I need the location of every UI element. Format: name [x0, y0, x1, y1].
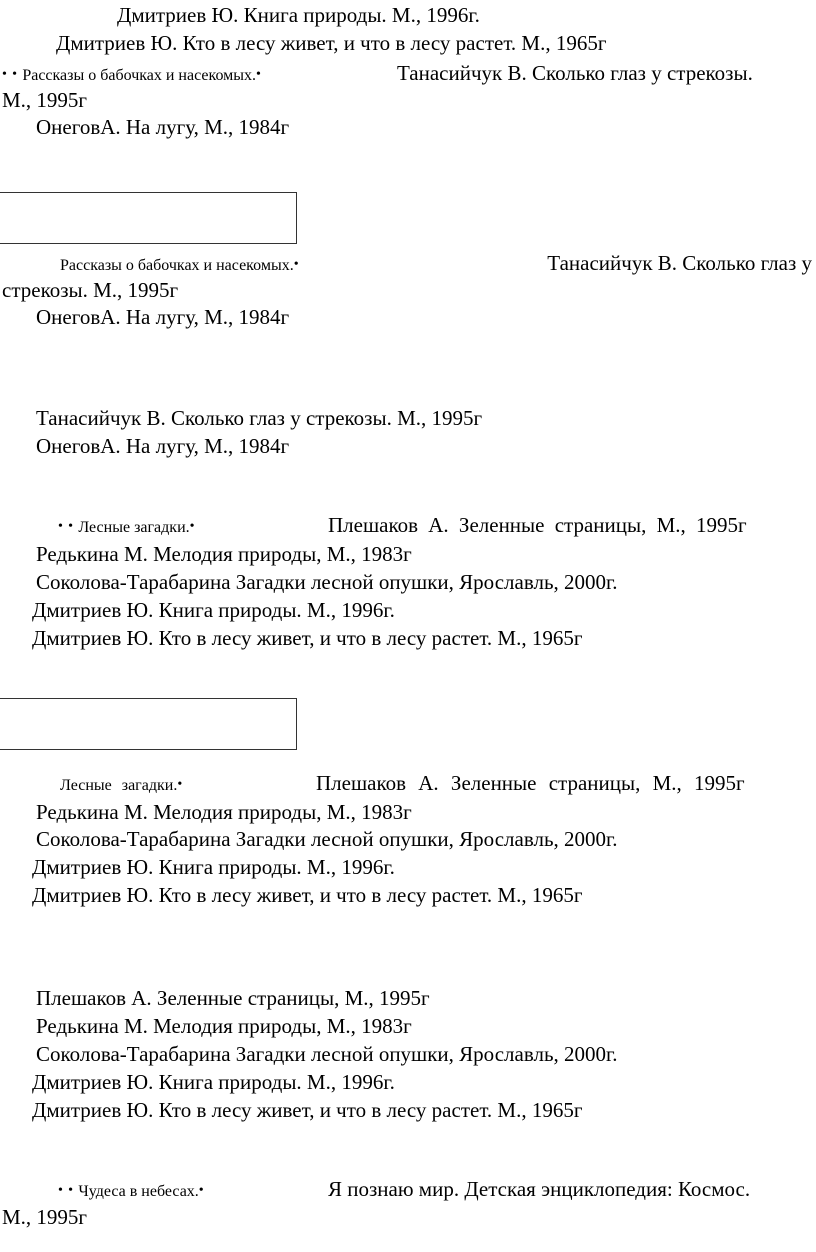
topic-with-bullet [60, 250, 299, 280]
ref-sokolova: Соколова-Тарабарина Загадки лесной опушки, Ярославль, 2000г. [36, 570, 618, 594]
bullet-icon: • [68, 519, 74, 534]
bullet-icon: • [12, 67, 18, 82]
bullet-icon: • [58, 1183, 63, 1198]
topic-label: Лесные загадки. [78, 519, 190, 536]
topic-line-butterflies [2, 60, 261, 90]
ref-pleshakov: Плешаков А. Зеленные страницы, М., 1995г [316, 771, 745, 795]
bullet-icon: • [189, 519, 195, 534]
ref-onegov: ОнеговА. На лугу, М., 1984г [36, 305, 290, 329]
topic-line-butterflies [60, 250, 812, 280]
ref-dmitriev-kto: Дмитриев Ю. Кто в лесу живет, и что в лесу растет. М., 1965г [56, 31, 607, 55]
ref-tanasiychuk-part1: Танасийчук В. Сколько глаз у стрекозы. [397, 61, 753, 85]
ref-onegov: ОнеговА. На лугу, М., 1984г [36, 434, 290, 458]
ref-dmitriev-kto: Дмитриев Ю. Кто в лесу живет, и что в лесу растет. М., 1965г [32, 883, 583, 907]
ref-pleshakov: Плешаков А. Зеленные страницы, М., 1995г [328, 513, 747, 537]
ref-encyclopedia-part2: М., 1995г [2, 1205, 88, 1229]
ref-dmitriev-kto: Дмитриев Ю. Кто в лесу живет, и что в лесу растет. М., 1965г [32, 626, 583, 650]
ref-redkina: Редькина М. Мелодия природы, М., 1983г [36, 542, 412, 566]
bullet-icon: • [198, 1183, 204, 1198]
bullet-icon: • [256, 67, 261, 82]
topic-line-riddles [58, 512, 195, 542]
empty-frame [0, 192, 297, 244]
ref-sokolova: Соколова-Тарабарина Загадки лесной опушки, Ярославль, 2000г. [36, 827, 618, 851]
ref-dmitriev-kniga: Дмитриев Ю. Книга природы. М., 1996г. [32, 1070, 395, 1094]
ref-redkina: Редькина М. Мелодия природы, М., 1983г [36, 800, 412, 824]
topic-label: Лесные загадки. [60, 777, 178, 794]
ref-redkina: Редькина М. Мелодия природы, М., 1983г [36, 1014, 412, 1038]
ref-dmitriev-kniga: Дмитриев Ю. Книга природы. М., 1996г. [117, 3, 480, 27]
ref-dmitriev-kniga: Дмитриев Ю. Книга природы. М., 1996г. [32, 855, 395, 879]
topic-label: Чудеса в небесах. [78, 1183, 199, 1200]
empty-frame [0, 698, 297, 750]
bullet-icon: • [68, 1183, 74, 1198]
ref-sokolova: Соколова-Тарабарина Загадки лесной опушки, Ярославль, 2000г. [36, 1042, 618, 1066]
topic-label: Рассказы о бабочках и насекомых. [22, 67, 257, 84]
ref-tanasiychuk-part2: стрекозы. М., 1995г [2, 278, 179, 302]
topic-line-riddles [60, 770, 182, 800]
ref-onegov: ОнеговА. На лугу, М., 1984г [36, 115, 290, 139]
bullet-icon: • [2, 67, 7, 82]
topic-line-sky [58, 1176, 204, 1206]
ref-pleshakov: Плешаков А. Зеленные страницы, М., 1995г [36, 986, 430, 1010]
topic-label: Рассказы о бабочках и насекомых. [60, 257, 294, 274]
ref-dmitriev-kto: Дмитриев Ю. Кто в лесу живет, и что в лесу растет. М., 1965г [32, 1098, 583, 1122]
ref-tanasiychuk-part2: М., 1995г [2, 88, 88, 112]
ref-tanasiychuk: Танасийчук В. Сколько глаз у стрекозы. М., 1995г [36, 406, 483, 430]
bullet-icon: • [293, 257, 299, 272]
ref-encyclopedia-part1: Я познаю мир. Детская энциклопедия: Космос. [328, 1177, 751, 1201]
ref-dmitriev-kniga: Дмитриев Ю. Книга природы. М., 1996г. [32, 598, 395, 622]
bullet-icon: • [177, 777, 183, 792]
bullet-icon: • [58, 519, 63, 534]
ref-tanasiychuk-part1: Танасийчук В. Сколько глаз у [547, 251, 812, 275]
